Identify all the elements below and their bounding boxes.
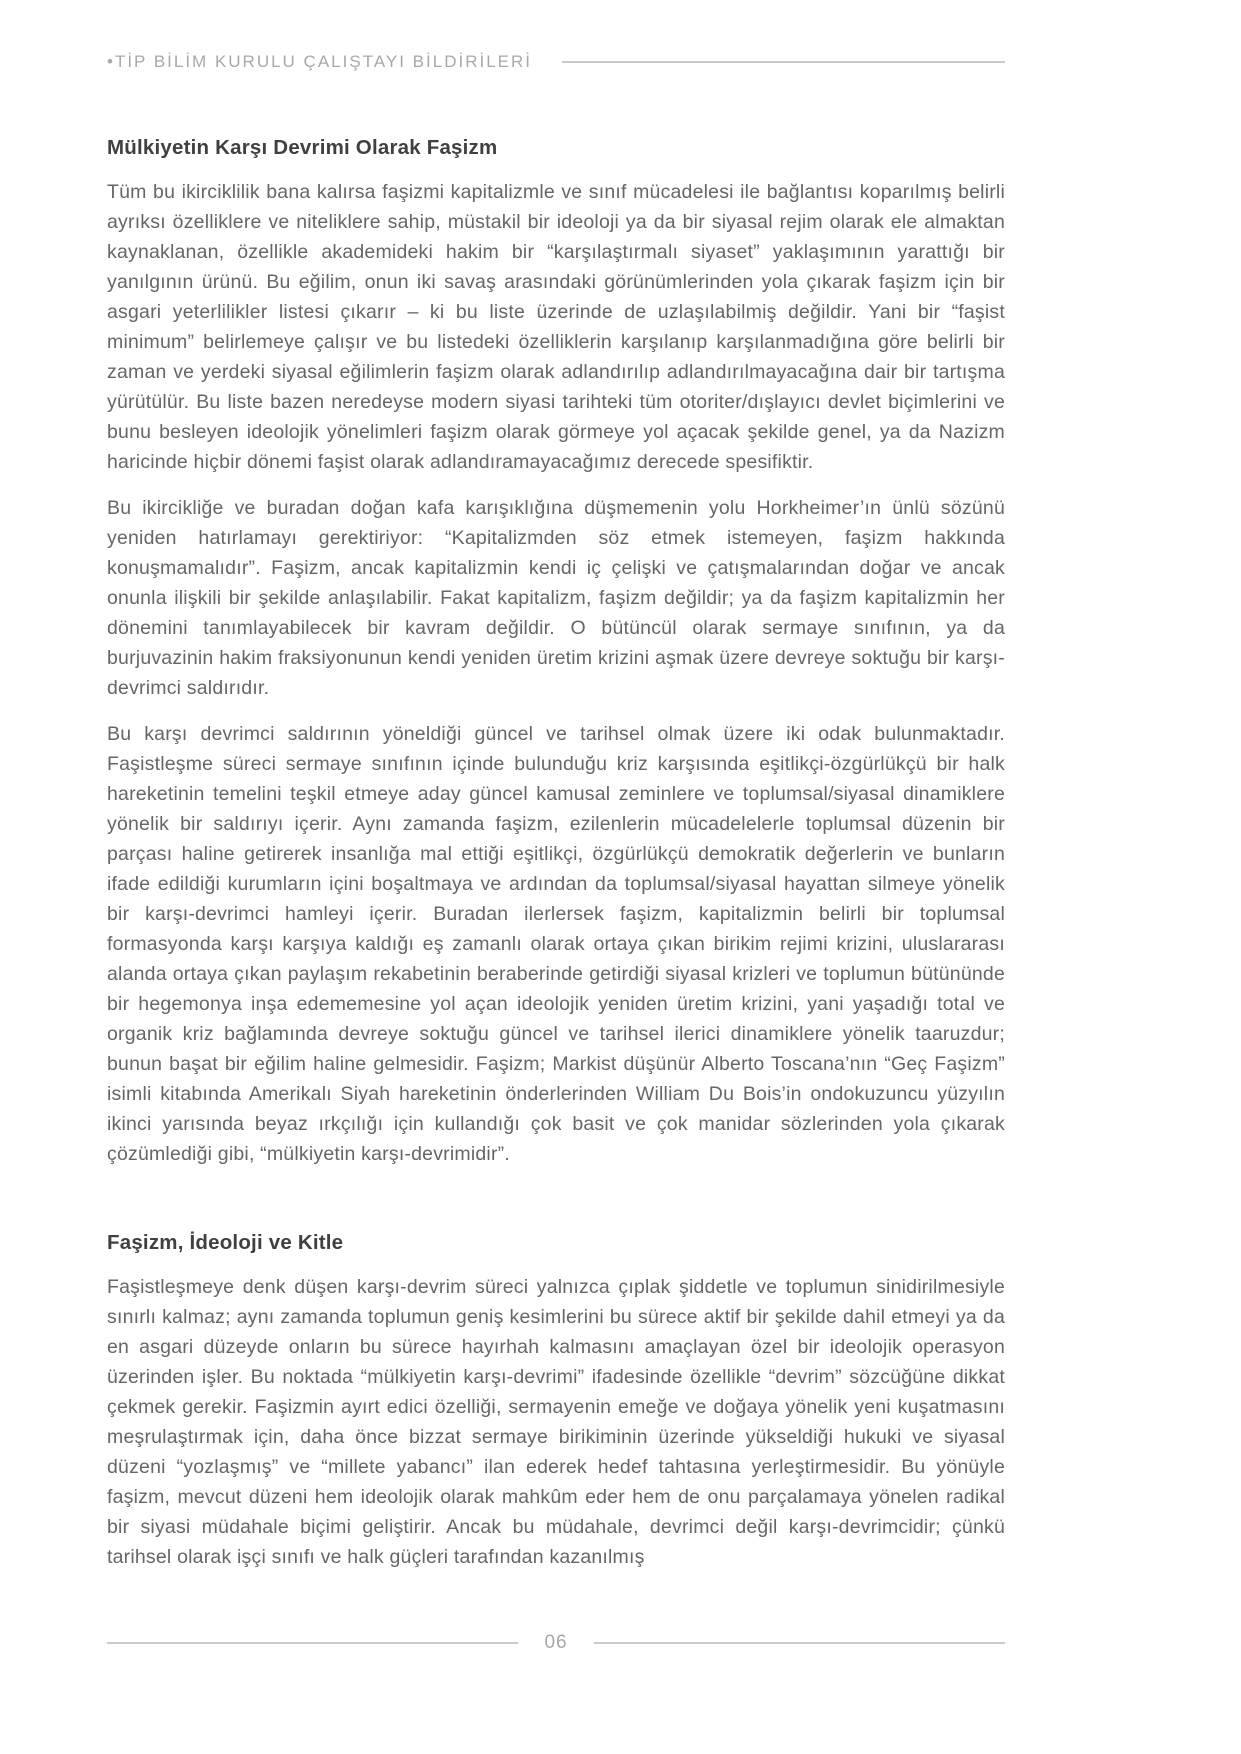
- page-footer: [107, 1632, 1005, 1654]
- section-fasizm-ideoloji-ve-kitle: [107, 1231, 1005, 1572]
- paragraph: Tüm bu ikirciklilik bana kalırsa faşizmi kapitalizmle ve sınıf mücadelesi ile bağlantısı koparılmış belirli ayrıksı özelliklere ve niteliklere sahip, müstakil bir ideoloji ya da bir siyasal rejim olarak ele almaktan kaynaklanan, özellikle akademideki hakim bir “karşılaştırmalı siyaset” yaklaşımının yarattığı bir yanılgının ürünü. Bu eğilim, onun iki savaş arasındaki görünümlerinden yola çıkarak faşizm için bir asgari yeterlilikler listesi çıkarır – ki bu liste üzerinde de uzlaşılabilmiş değildir. Yani bir “faşist minimum” belirlemeye çalışır ve bu listedeki özelliklerin karşılanıp karşılanmadığına göre belirli bir zaman ve yerdeki siyasal eğilimlerin faşizm olarak adlandırılıp adlandırılmayacağına dair bir tartışma yürütülür. Bu liste bazen neredeyse modern siyasi tarihteki tüm otoriter/dışlayıcı devlet biçimlerini ve bunu besleyen ideolojik yönelimleri faşizm olarak görmeye yol açacak şekilde genel, ya da Nazizm haricinde hiçbir dönemi faşist olarak adlandıramayacağımız derecede spesifiktir.: [107, 181, 1005, 473]
- section-mulkiyetin-karsi-devrimi: [107, 136, 1005, 1169]
- page-header: [107, 52, 1005, 72]
- page-number: 06: [544, 1632, 568, 1653]
- footer-rule-right: [594, 1642, 1005, 1644]
- page-content: [107, 136, 1005, 1572]
- paragraph: Faşistleşmeye denk düşen karşı-devrim süreci yalnızca çıplak şiddetle ve toplumun sinidirilmesiyle sınırlı kalmaz; aynı zamanda toplumun geniş kesimlerini bu sürece aktif bir şekilde dahil etmeyi ya da en asgari düzeyde onların bu sürece hayırhah kalmasını amaçlayan özel bir ideolojik operasyon üzerinden işler. Bu noktada “mülkiyetin karşı-devrimi” ifadesinde özellikle “devrim” sözcüğüne dikkat çekmek gerekir. Faşizmin ayırt edici özelliği, sermayenin emeğe ve doğaya yönelik yeni kuşatmasını meşrulaştırmak için, daha önce bizzat sermaye birikiminin üzerinde yükseldiği hukuki ve siyasal düzeni “yozlaşmış” ve “millete yabancı” ilan ederek hedef tahtasına yerleştirmesidir. Bu yönüyle faşizm, mevcut düzeni hem ideolojik olarak mahkûm eder hem de onu parçalamaya yönelen radikal bir siyasi müdahale biçimi geliştirir. Ancak bu müdahale, devrimci değil karşı-devrimcidir; çünkü tarihsel olarak işçi sınıfı ve halk güçleri tarafından kazanılmış: [107, 1276, 1005, 1568]
- paragraph: Bu karşı devrimci saldırının yöneldiği güncel ve tarihsel olmak üzere iki odak bulunmaktadır. Faşistleşme süreci sermaye sınıfının içinde bulunduğu kriz karşısında eşitlikçi-özgürlükçü bir halk hareketinin temelini teşkil etmeye aday güncel kamusal zeminlere ve toplumsal/siyasal dinamiklere yönelik bir saldırıyı içerir. Aynı zamanda faşizm, ezilenlerin mücadelelerle toplumsal düzenin bir parçası haline getirerek insanlığa mal ettiği eşitlikçi, özgürlükçü demokratik değerlerin ve bunların ifade edildiği kurumların içini boşaltmaya ve ardından da toplumsal/siyasal hayattan silmeye yönelik bir karşı-devrimci hamleyi içerir. Buradan ilerlersek faşizm, kapitalizmin belirli bir toplumsal formasyonda karşı karşıya kaldığı eş zamanlı olarak ortaya çıkan birikim rejimi krizini, uluslararası alanda ortaya çıkan paylaşım rekabetinin beraberinde getirdiği siyasal krizleri ve toplumun bütününde bir hegemonya inşa edememesine yol açan ideolojik yeniden üretim krizini, yani yaşadığı total ve organik kriz bağlamında devreye soktuğu güncel ve tarihsel ilerici dinamiklere yönelik taaruzdur; bunun başat bir eğilim haline gelmesidir. Faşizm; Markist düşünür Alberto Toscana’nın “Geç Faşizm” isimli kitabında Amerikalı Siyah hareketinin önderlerinden William Du Bois’in ondokuzuncu yüzyılın ikinci yarısında beyaz ırkçılığı için kullandığı çok basit ve çok manidar sözlerinden yola çıkarak çözümlediği gibi, “mülkiyetin karşı-devrimidir”.: [107, 723, 1005, 1165]
- paragraph: Bu ikircikliğe ve buradan doğan kafa karışıklığına düşmemenin yolu Horkheimer’ın ünlü sözünü yeniden hatırlamayı gerektiriyor: “Kapitalizmden söz etmek istemeyen, faşizm hakkında konuşmamalıdır”. Faşizm, ancak kapitalizmin kendi iç çelişki ve çatışmalarından doğar ve ancak onunla ilişkili bir şekilde anlaşılabilir. Fakat kapitalizm, faşizm değildir; ya da faşizm kapitalizmin her dönemini tanımlayabilecek bir kavram değildir. O bütüncül olarak sermaye sınıfının, ya da burjuvazinin hakim fraksiyonunun kendi yeniden üretim krizini aşmak üzere devreye soktuğu bir karşı-devrimci saldırıdır.: [107, 497, 1005, 699]
- footer-rule-left: [107, 1642, 518, 1644]
- section-heading: Faşizm, İdeoloji ve Kitle: [107, 1231, 344, 1254]
- running-header-title: •TİP BİLİM KURULU ÇALIŞTAYI BİLDİRİLERİ: [107, 52, 532, 71]
- section-heading: Mülkiyetin Karşı Devrimi Olarak Faşizm: [107, 136, 498, 159]
- header-rule: [562, 61, 1005, 63]
